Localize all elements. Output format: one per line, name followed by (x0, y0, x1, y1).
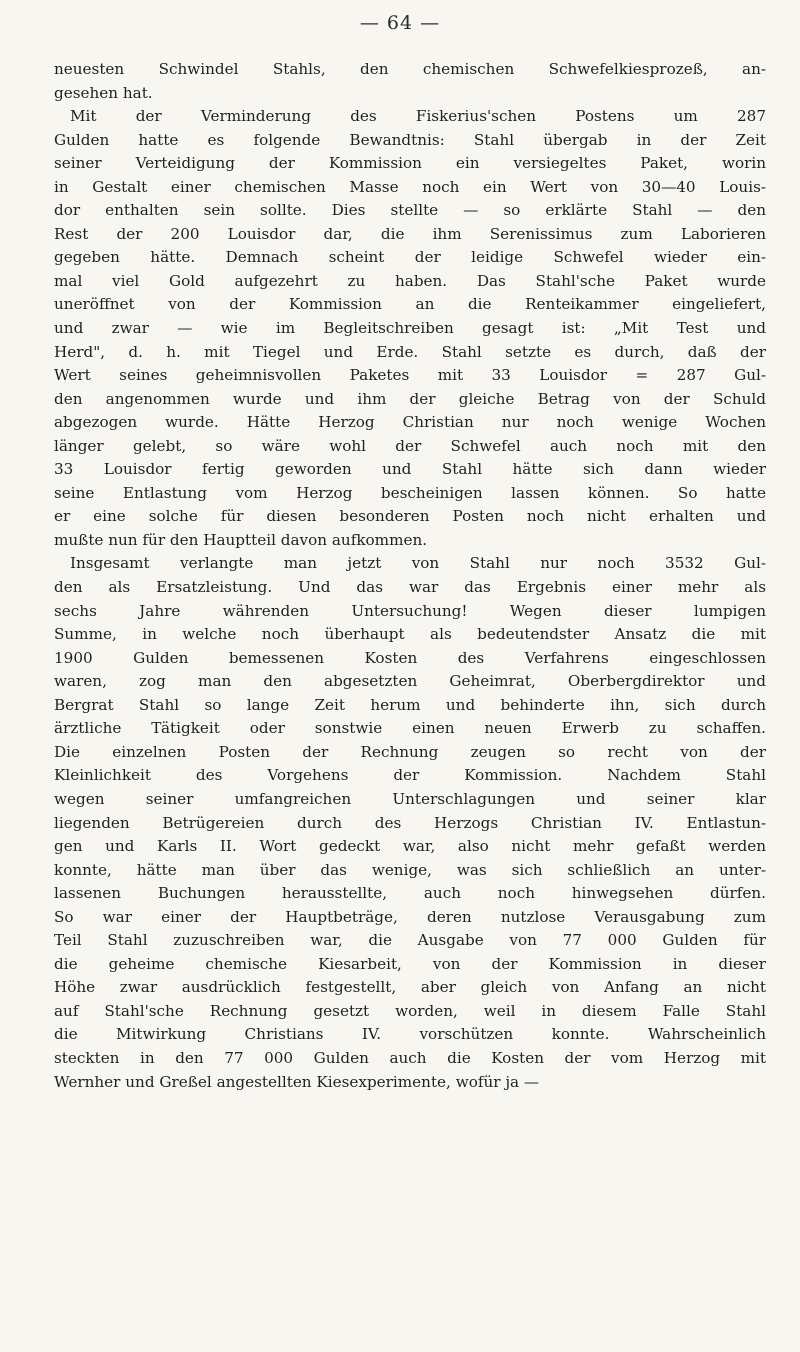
text-line: wegen seiner umfangreichen Unterschlagungen und seiner klar (54, 789, 766, 808)
text-line: auf Stahl'sche Rechnung gesetzt worden, weil in diesem Falle Stahl (54, 1001, 766, 1020)
text-line: den angenommen wurde und ihm der gleiche Betrag von der Schuld (54, 389, 766, 408)
text-line: Wernher und Greßel angestellten Kiesexperimente, wofür ja — (54, 1072, 540, 1091)
text-line: die Mitwirkung Christians IV. vorschützen konnte. Wahrscheinlich (54, 1025, 766, 1044)
text-line: ärztliche Tätigkeit oder sonstwie einen neuen Erwerb zu schaffen. (54, 719, 766, 738)
text-line: lassenen Buchungen herausstellte, auch noch hinwegsehen dürfen. (54, 884, 766, 903)
text-line: mußte nun für den Hauptteil davon aufkommen. (54, 530, 428, 549)
text-line: Höhe zwar ausdrücklich festgestellt, aber gleich von Anfang an nicht (54, 978, 766, 997)
page-number: — 64 — (359, 12, 441, 34)
text-line: konnte, hätte man über das wenige, was sich schließlich an unter- (54, 860, 766, 879)
text-line: steckten in den 77 000 Gulden auch die Kosten der vom Herzog mit (54, 1048, 766, 1067)
text-line: Summe, in welche noch überhaupt als bedeutendster Ansatz die mit (54, 625, 766, 644)
text-line: gesehen hat. (54, 83, 153, 102)
text-line: mal viel Gold aufgezehrt zu haben. Das Stahl'sche Paket wurde (54, 271, 766, 290)
text-line: sechs Jahre währenden Untersuchung! Wegen dieser lumpigen (54, 601, 766, 620)
text-line: liegenden Betrügereien durch des Herzogs Christian IV. Entlastun- (54, 813, 766, 832)
text-line: 1900 Gulden bemessenen Kosten des Verfahrens eingeschlossen (54, 648, 766, 667)
text-line: gen und Karls II. Wort gedeckt war, also nicht mehr gefaßt werden (54, 837, 766, 856)
text-line: Insgesamt verlangte man jetzt von Stahl nur noch 3532 Gul- (70, 554, 766, 573)
text-line: Mit der Verminderung des Fiskerius'schen Postens um 287 (70, 107, 766, 126)
text-line: Herd", d. h. mit Tiegel und Erde. Stahl setzte es durch, daß der (54, 342, 766, 361)
text-line: Rest der 200 Louisdor dar, die ihm Serenissimus zum Laborieren (54, 224, 766, 243)
text-line: Teil Stahl zuzuschreiben war, die Ausgabe von 77 000 Gulden für (54, 931, 766, 950)
text-line: abgezogen wurde. Hätte Herzog Christian nur noch wenige Wochen (54, 413, 766, 432)
text-line: Die einzelnen Posten der Rechnung zeugen so recht von der (54, 742, 766, 761)
text-line: uneröffnet von der Kommission an die Renteikammer eingeliefert, (54, 295, 766, 314)
text-line: 33 Louisdor fertig geworden und Stahl hätte sich dann wieder (54, 460, 766, 479)
text-line: waren, zog man den abgesetzten Geheimrat, Oberbergdirektor und (54, 672, 766, 691)
body-text (54, 58, 766, 1094)
text-line: Bergrat Stahl so lange Zeit herum und behinderte ihn, sich durch (54, 695, 766, 714)
text-line: Kleinlichkeit des Vorgehens der Kommission. Nachdem Stahl (54, 766, 766, 785)
text-line: So war einer der Hauptbeträge, deren nutzlose Verausgabung zum (54, 907, 766, 926)
text-line: er eine solche für diesen besonderen Posten noch nicht erhalten und (54, 507, 766, 526)
text-line: die geheime chemische Kiesarbeit, von der Kommission in dieser (54, 954, 766, 973)
text-line: in Gestalt einer chemischen Masse noch ein Wert von 30—40 Louis- (54, 177, 766, 196)
text-line: länger gelebt, so wäre wohl der Schwefel auch noch mit den (54, 436, 766, 455)
text-line: seine Entlastung vom Herzog bescheinigen lassen können. So hatte (54, 483, 766, 502)
text-line: Gulden hatte es folgende Bewandtnis: Stahl übergab in der Zeit (54, 130, 766, 149)
text-line: seiner Verteidigung der Kommission ein versiegeltes Paket, worin (54, 154, 766, 173)
text-line: dor enthalten sein sollte. Dies stellte — so erklärte Stahl — den (54, 201, 766, 220)
text-line: gegeben hätte. Demnach scheint der leidige Schwefel wieder ein- (54, 248, 766, 267)
text-line: den als Ersatzleistung. Und das war das Ergebnis einer mehr als (54, 578, 766, 597)
text-line: und zwar — wie im Begleitschreiben gesagt ist: „Mit Test und (54, 319, 766, 338)
text-line: Wert seines geheimnisvollen Paketes mit 33 Louisdor = 287 Gul- (54, 366, 766, 385)
text-line: neuesten Schwindel Stahls, den chemischen Schwefelkiesprozeß, an- (54, 60, 766, 78)
